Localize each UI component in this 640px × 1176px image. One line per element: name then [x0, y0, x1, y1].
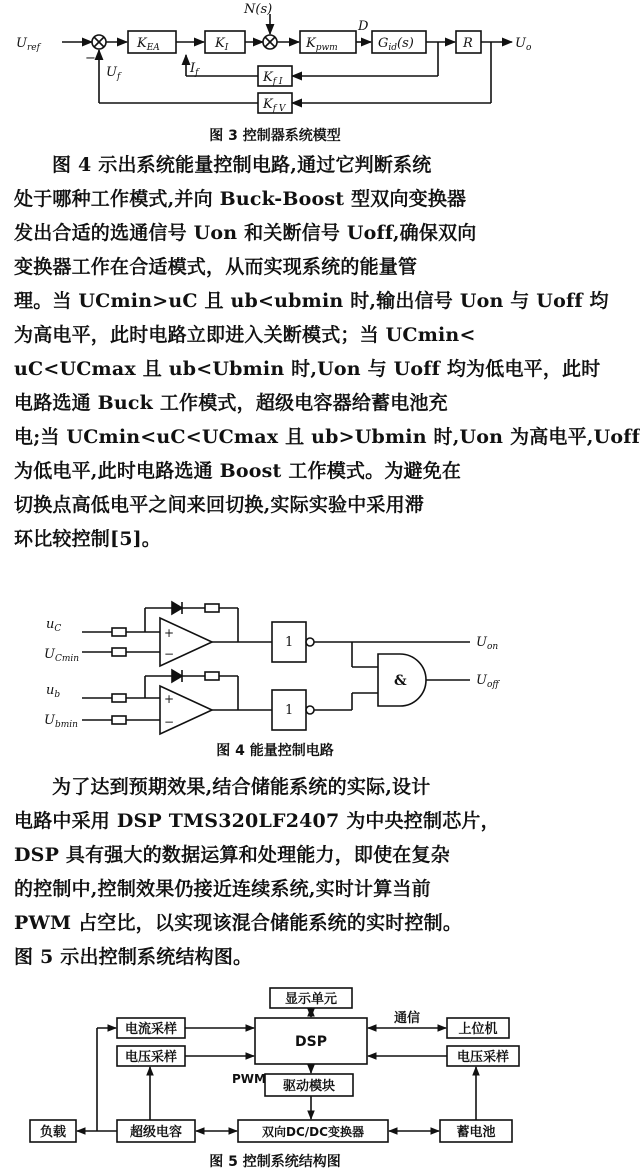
fig3-label-kfi: $K_{f I}$ [263, 70, 283, 87]
paragraph-line: 图 5 示出控制系统结构图。 [14, 946, 253, 968]
fig3-label-uo: $U_o$ [515, 36, 532, 53]
fig4-upper-minus: − [164, 647, 175, 661]
fig3-label-ki: $K_I$ [215, 36, 229, 53]
fig3-label-kfv: $K_{f V}$ [263, 97, 286, 114]
fig4-lower-plus: + [164, 692, 175, 706]
fig4-caption: 图 4 能量控制电路 [216, 743, 334, 759]
fig3-label-uf: $U_f$ [106, 65, 121, 82]
fig5-label-pwm: PWM [232, 1072, 266, 1086]
fig3-label-if: $I_f$ [190, 61, 199, 78]
paragraph-line: 发出合适的选通信号 Uon 和关断信号 Uoff,确保双向 [14, 222, 477, 244]
fig4-and-label: & [394, 673, 407, 689]
paragraph-line: 电路中采用 DSP TMS320LF2407 为中央控制芯片， [14, 810, 500, 832]
paragraph-line: 电路选通 Buck 工作模式，超级电容器给蓄电池充 [14, 392, 448, 414]
fig5-block-load: 负载 [39, 1125, 67, 1140]
fig4-lower-minus: − [164, 715, 175, 729]
fig4-label-ub: $u_b$ [46, 683, 61, 700]
paragraph-line: 处于哪种工作模式,并向 Buck-Boost 型双向变换器 [14, 188, 467, 210]
fig4-lower-not-label: 1 [285, 703, 294, 718]
paragraph-line: PWM 占空比，以实现该混合储能系统的实时控制。 [14, 912, 463, 934]
fig5-block-voltage-sample-left: 电压采样 [124, 1050, 178, 1065]
figure-4-energy-control-circuit [0, 580, 550, 765]
fig4-label-uon: $U_{on}$ [476, 635, 499, 652]
fig3-label-r: R [463, 36, 473, 51]
fig4-label-uc: $u_C$ [46, 617, 62, 634]
fig5-block-host: 上位机 [458, 1022, 498, 1037]
fig3-label-ns: N(s) [244, 2, 273, 17]
fig5-block-battery: 蓄电池 [456, 1125, 496, 1140]
paragraph-line: uC<UCmax 且 ub<Ubmin 时,Uon 与 Uoff 均为低电平，此时 [14, 358, 601, 380]
paragraph-line: 为高电平，此时电路立即进入关断模式；当 UCmin< [14, 324, 476, 346]
fig3-label-gid: $G_{id}(s)$ [378, 36, 414, 53]
paragraph-line: 图 4 示出系统能量控制电路,通过它判断系统 [52, 154, 432, 176]
fig4-upper-not-label: 1 [285, 635, 294, 650]
paragraph-line: 为低电平,此时电路选通 Boost 工作模式。为避免在 [14, 460, 462, 482]
fig4-label-ucmin: $U_{Cmin}$ [44, 647, 80, 664]
paragraph-energy-control [14, 148, 640, 556]
fig5-block-display: 显示单元 [284, 992, 338, 1007]
paragraph-dsp-control [14, 770, 536, 974]
paragraph-line: 电;当 UCmin<uC<UCmax 且 ub>Ubmin 时,Uon 为高电平,Uoff [14, 426, 640, 448]
fig5-caption: 图 5 控制系统结构图 [209, 1154, 341, 1170]
fig5-block-supercap: 超级电容 [129, 1125, 183, 1140]
fig5-block-driver: 驱动模块 [282, 1079, 336, 1094]
fig5-block-converter: 双向DC/DC变换器 [262, 1125, 364, 1139]
fig5-block-voltage-sample-right: 电压采样 [456, 1050, 510, 1065]
paragraph-line: 变换器工作在合适模式，从而实现系统的能量管 [14, 256, 418, 278]
fig4-upper-plus: + [164, 626, 175, 640]
fig3-caption: 图 3 控制器系统模型 [209, 128, 341, 144]
figure-5-control-system-structure [0, 982, 550, 1176]
fig5-block-dsp: DSP [295, 1034, 327, 1050]
fig4-label-ubmin: $U_{bmin}$ [44, 713, 78, 730]
paragraph-line: DSP 具有强大的数据运算和处理能力，即使在复杂 [14, 844, 450, 866]
paragraph-line: 为了达到预期效果,结合储能系统的实际,设计 [52, 776, 431, 798]
paragraph-line: 环比较控制[5]。 [14, 528, 162, 550]
figure-3-block-diagram [0, 0, 550, 150]
fig5-label-comm: 通信 [393, 1011, 421, 1026]
fig3-label-kpwm: $K_{pwm}$ [306, 36, 338, 53]
fig3-label-d: D [358, 19, 369, 34]
fig3-label-minus: − [85, 51, 96, 66]
fig3-label-uref: $U_{ref}$ [16, 36, 40, 53]
paragraph-line: 理。当 UCmin>uC 且 ub<ubmin 时,输出信号 Uon 与 Uoff 均 [14, 290, 609, 312]
fig3-label-kea: $K_{EA}$ [137, 36, 160, 53]
paragraph-line: 的控制中,控制效果仍接近连续系统,实时计算当前 [14, 878, 431, 900]
fig4-label-uoff: $U_{off}$ [476, 673, 499, 690]
fig5-block-current-sample: 电流采样 [124, 1022, 178, 1037]
paragraph-line: 切换点高低电平之间来回切换,实际实验中采用滞 [14, 494, 425, 516]
